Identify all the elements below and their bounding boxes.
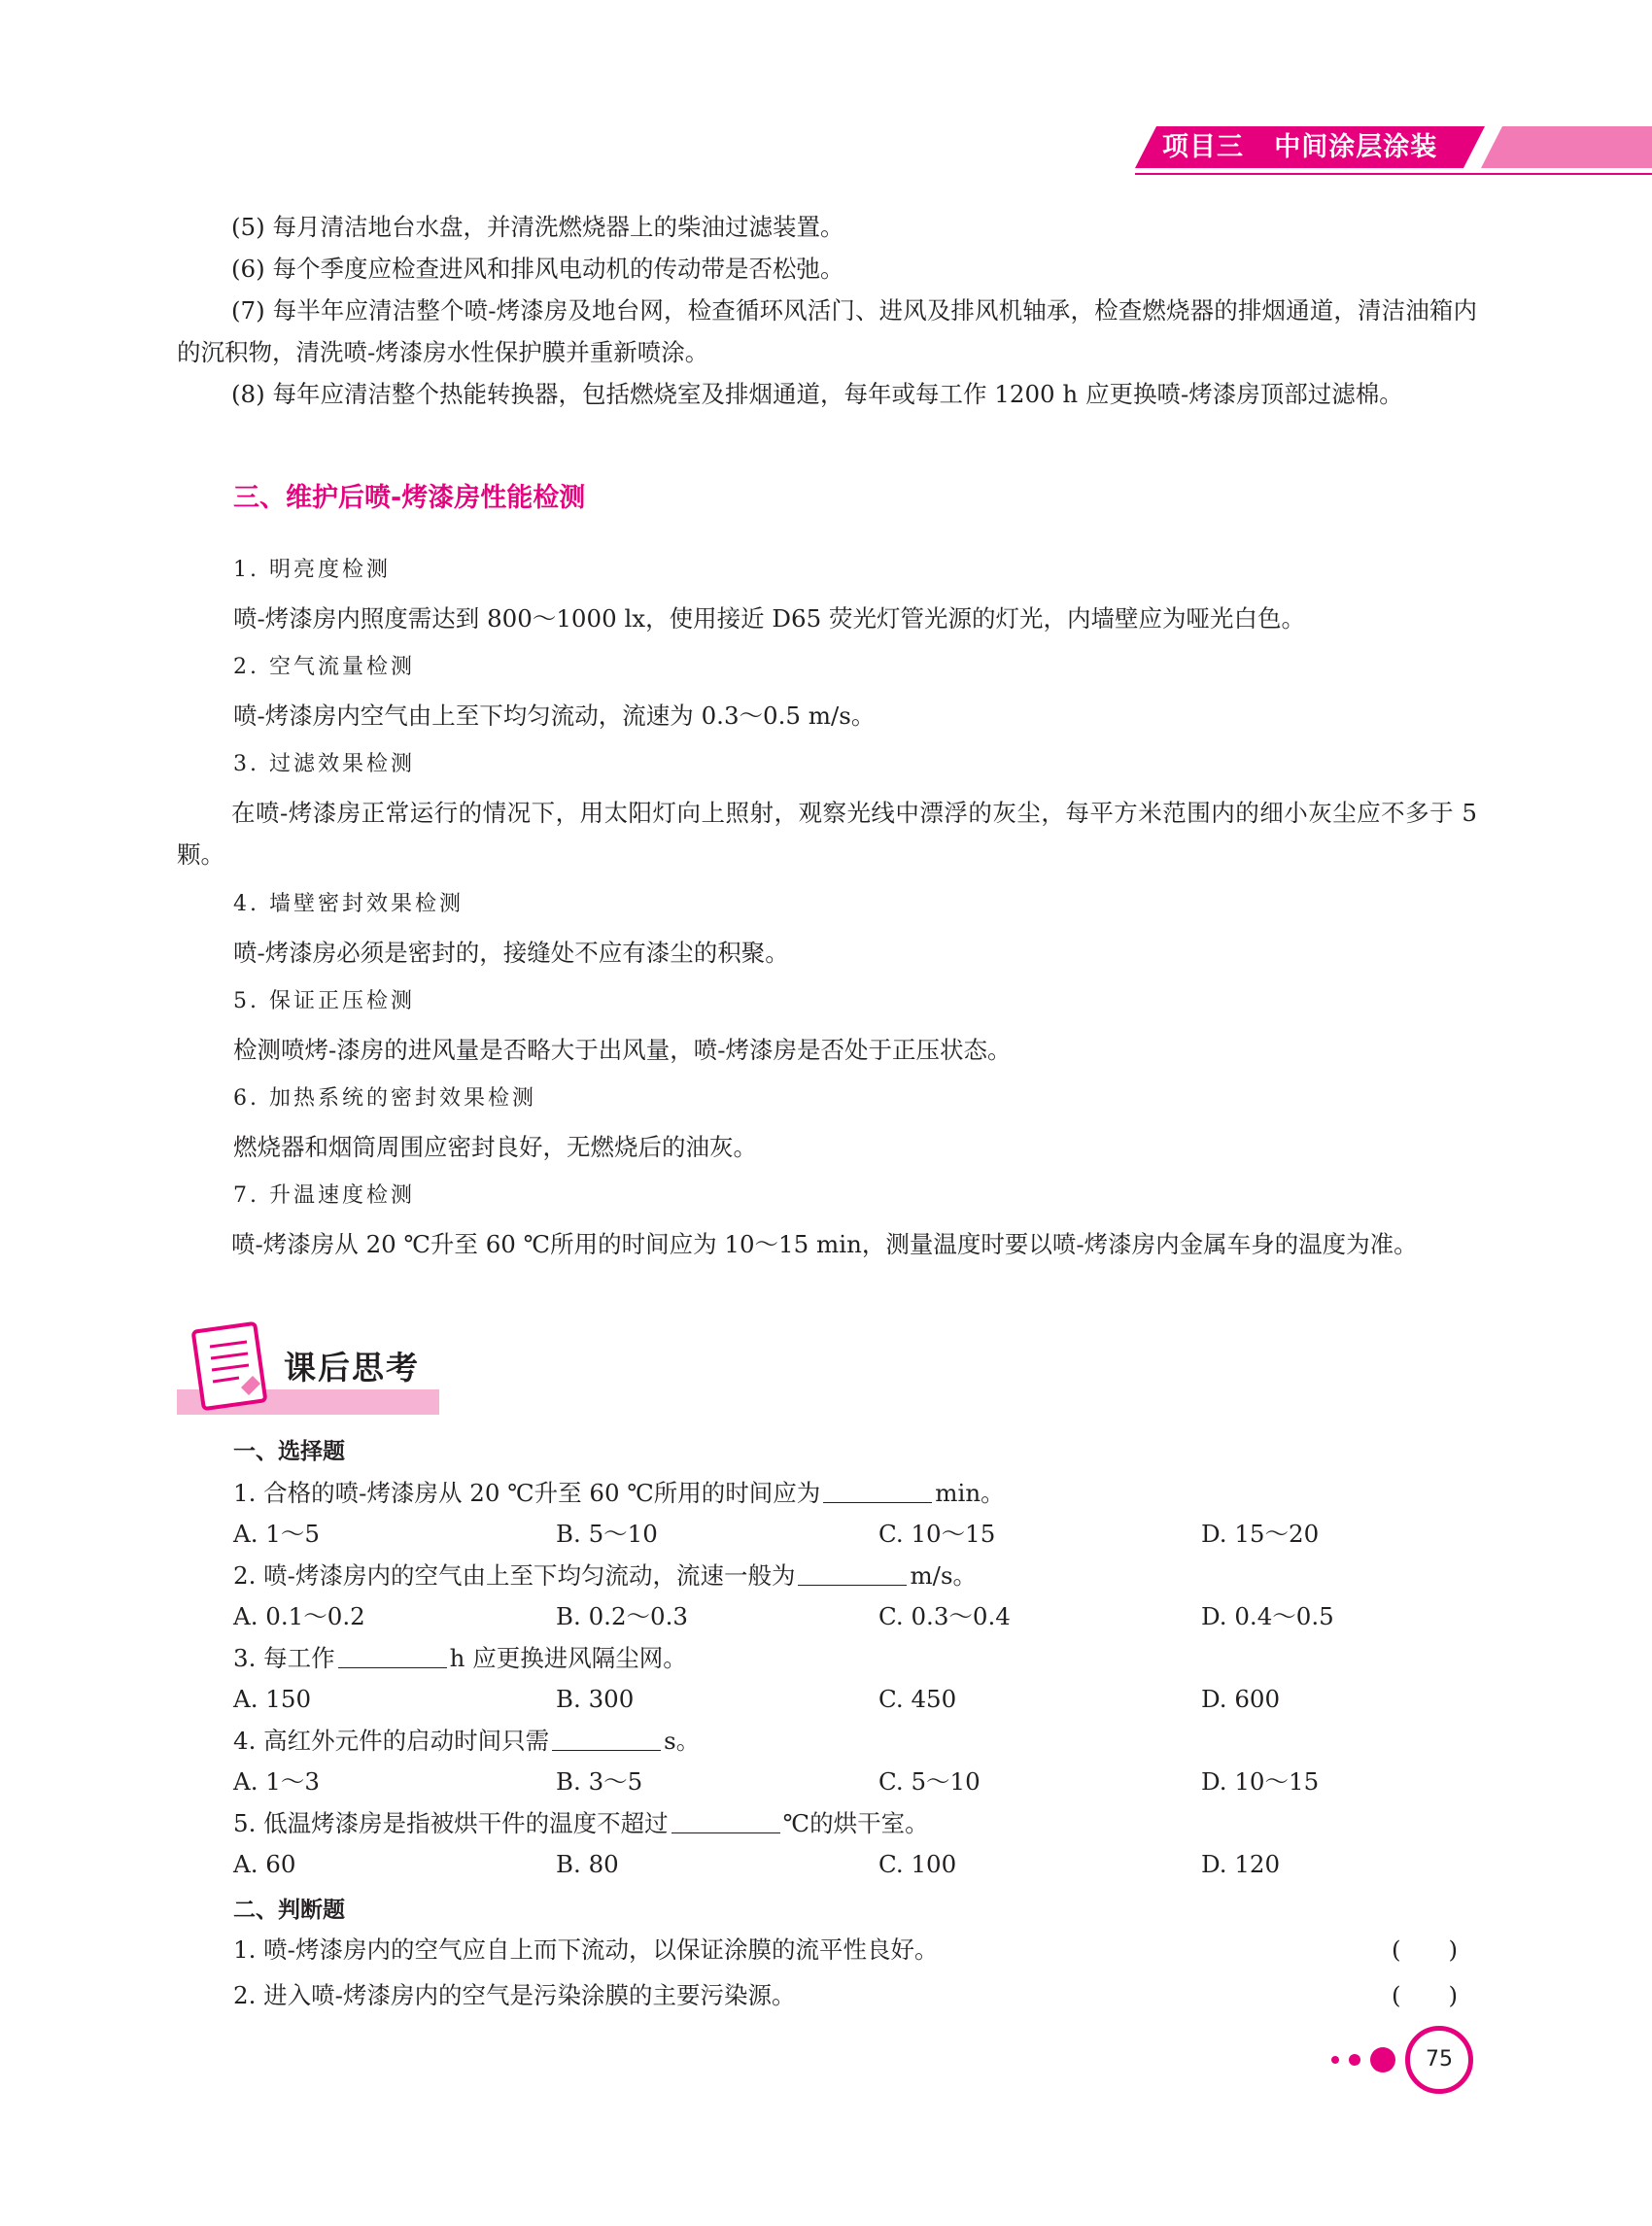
header-chapter: 中间涂层涂装 [1274, 132, 1438, 162]
question-1-stem: 1. 合格的喷-烤漆房从 20 ℃升至 60 ℃所用的时间应为 [233, 1479, 821, 1507]
question-3-unit: h 应更换进风隔尘网。 [449, 1644, 687, 1672]
answer-blank [338, 1642, 447, 1668]
check-heading-4: 4. 墙壁密封效果检测 [233, 892, 464, 916]
question-5-option-d: D. 120 [1201, 1850, 1281, 1878]
check-text-6: 燃烧器和烟筒周围应密封良好，无燃烧后的油灰。 [233, 1133, 757, 1161]
check-heading-2: 2. 空气流量检测 [233, 655, 415, 679]
maintenance-item-8: (8) 每年应清洁整个热能转换器，包括燃烧室及排烟通道，每年或每工作 1200 h 应更换喷-烤漆房顶部过滤棉。 [231, 380, 1403, 408]
page-number: 75 [1405, 2026, 1473, 2094]
check-heading-5: 5. 保证正压检测 [233, 989, 415, 1013]
question-2-option-d: D. 0.4～0.5 [1201, 1602, 1334, 1630]
maintenance-item-7: (7) 每半年应清洁整个喷-烤漆房及地台网，检查循环风活门、进风及排风机轴承，检查燃烧器的排烟通道，清洁油箱内的沉积物，清洗喷-烤漆房水性保护膜并重新喷涂。 [177, 296, 1477, 366]
question-1-unit: min。 [935, 1479, 1005, 1507]
check-text-2: 喷-烤漆房内空气由上至下均匀流动，流速为 0.3～0.5 m/s。 [233, 702, 876, 730]
question-5-unit: ℃的烘干室。 [782, 1809, 929, 1837]
question-4-option-c: C. 5～10 [878, 1767, 981, 1796]
answer-blank [798, 1559, 907, 1586]
page-dot-small [1331, 2056, 1339, 2064]
question-3-option-a: A. 150 [233, 1685, 312, 1713]
check-heading-7: 7. 升温速度检测 [233, 1183, 415, 1208]
question-4-option-d: D. 10～15 [1201, 1767, 1320, 1796]
judge-item-1-answer: ( ) [1392, 1935, 1459, 1964]
question-2-option-a: A. 0.1～0.2 [233, 1602, 365, 1630]
answer-blank [823, 1477, 932, 1503]
question-2-option-b: B. 0.2～0.3 [556, 1602, 689, 1630]
answer-blank [671, 1807, 780, 1833]
check-heading-6: 6. 加热系统的密封效果检测 [233, 1086, 536, 1111]
page-dot-large [1370, 2047, 1395, 2072]
check-text-4: 喷-烤漆房必须是密封的，接缝处不应有漆尘的积聚。 [233, 939, 789, 967]
question-1-option-a: A. 1～5 [233, 1520, 320, 1548]
question-3-option-d: D. 600 [1201, 1685, 1281, 1713]
header-project: 项目三 [1162, 132, 1244, 162]
question-3 [233, 1638, 687, 1679]
check-text-5: 检测喷烤-漆房的进风量是否略大于出风量，喷-烤漆房是否处于正压状态。 [233, 1036, 1012, 1064]
question-3-option-c: C. 450 [878, 1685, 957, 1713]
notebook-icon [183, 1319, 280, 1413]
judge-item-2-answer: ( ) [1392, 1981, 1459, 2009]
maintenance-item-6: (6) 每个季度应检查进风和排风电动机的传动带是否松弛。 [231, 255, 844, 283]
question-4-option-a: A. 1～3 [233, 1767, 320, 1796]
check-text-3: 在喷-烤漆房正常运行的情况下，用太阳灯向上照射，观察光线中漂浮的灰尘，每平方米范围内的细小灰尘应不多于 5 颗。 [177, 799, 1477, 869]
check-text-7: 喷-烤漆房从 20 ℃升至 60 ℃所用的时间应为 10～15 min，测量温度时要以喷-烤漆房内金属车身的温度为准。 [231, 1230, 1418, 1258]
question-2 [233, 1556, 977, 1596]
question-3-option-b: B. 300 [556, 1685, 635, 1713]
exercise-banner [177, 1323, 439, 1416]
header-rule [1135, 173, 1652, 175]
banner-title: 课后思考 [284, 1349, 420, 1387]
question-5-option-c: C. 100 [878, 1850, 957, 1878]
question-1 [233, 1473, 1005, 1514]
question-4-option-b: B. 3～5 [556, 1767, 643, 1796]
question-4-stem: 4. 高红外元件的启动时间只需 [233, 1727, 550, 1755]
page-dot-medium [1349, 2054, 1360, 2066]
question-5-stem: 5. 低温烤漆房是指被烘干件的温度不超过 [233, 1809, 669, 1837]
judge-item-1: 1. 喷-烤漆房内的空气应自上而下流动，以保证涂膜的流平性良好。 [233, 1935, 939, 1964]
question-5-option-b: B. 80 [556, 1850, 619, 1878]
question-5 [233, 1803, 929, 1844]
check-text-1: 喷-烤漆房内照度需达到 800～1000 lx，使用接近 D65 荧光灯管光源的灯光，内墙壁应为哑光白色。 [233, 604, 1306, 633]
question-3-stem: 3. 每工作 [233, 1644, 335, 1672]
question-1-option-b: B. 5～10 [556, 1520, 658, 1548]
maintenance-item-5: (5) 每月清洁地台水盘，并清洗燃烧器上的柴油过滤装置。 [231, 213, 844, 241]
question-1-option-c: C. 10～15 [878, 1520, 996, 1548]
question-1-option-d: D. 15～20 [1201, 1520, 1320, 1548]
question-2-stem: 2. 喷-烤漆房内的空气由上至下均匀流动，流速一般为 [233, 1561, 796, 1590]
question-4 [233, 1721, 700, 1762]
answer-blank [552, 1725, 661, 1751]
check-heading-3: 3. 过滤效果检测 [233, 752, 415, 776]
header-label [1162, 126, 1437, 168]
judge-heading: 二、判断题 [233, 1898, 345, 1923]
choice-heading: 一、选择题 [233, 1439, 345, 1464]
question-5-option-a: A. 60 [233, 1850, 296, 1878]
check-heading-1: 1. 明亮度检测 [233, 558, 391, 582]
judge-item-2: 2. 进入喷-烤漆房内的空气是污染涂膜的主要污染源。 [233, 1981, 796, 2009]
section-title: 三、维护后喷-烤漆房性能检测 [233, 483, 586, 513]
question-4-unit: s。 [664, 1727, 701, 1755]
header-tail [1481, 126, 1652, 168]
question-2-unit: m/s。 [910, 1561, 978, 1590]
question-2-option-c: C. 0.3～0.4 [878, 1602, 1011, 1630]
